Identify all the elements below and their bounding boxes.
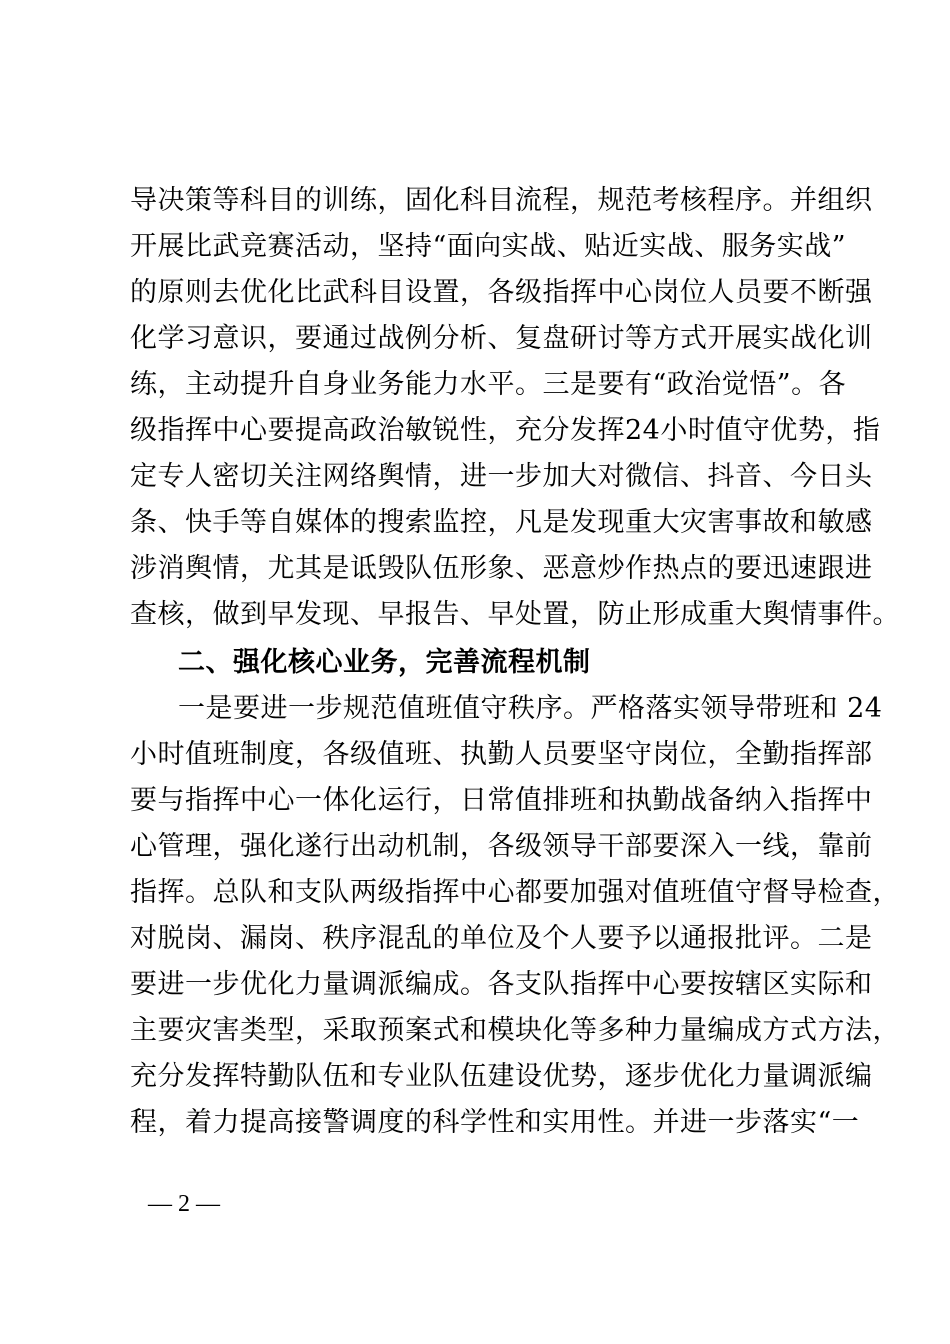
paragraph-line: 指挥。总队和支队两级指挥中心都要加强对值班值守督导检查， (130, 877, 900, 908)
paragraph-line: 条、快手等自媒体的搜索监控，凡是发现重大灾害事故和敏感 (130, 507, 873, 538)
paragraph-line: 涉消舆情，尤其是诋毁队伍形象、恶意炒作热点的要迅速跟进 (130, 553, 873, 584)
section-heading: 二、强化核心业务，完善流程机制 (178, 647, 591, 678)
paragraph-line: 的原则去优化比武科目设置，各级指挥中心岗位人员要不断强 (130, 277, 873, 308)
paragraph-line: 化学习意识，要通过战例分析、复盘研讨等方式开展实战化训 (130, 323, 873, 354)
paragraph-line: 级指挥中心要提高政治敏锐性，充分发挥24小时值守优势，指 (130, 415, 881, 446)
paragraph-line: 要与指挥中心一体化运行，日常值排班和执勤战备纳入指挥中 (130, 785, 873, 816)
paragraph-line: 开展比武竞赛活动，坚持“面向实战、贴近实战、服务实战” (130, 231, 847, 262)
paragraph-line: 程，着力提高接警调度的科学性和实用性。并进一步落实“一 (130, 1107, 860, 1138)
paragraph-line: 主要灾害类型，采取预案式和模块化等多种力量编成方式方法， (130, 1015, 900, 1046)
paragraph-line: 查核，做到早发现、早报告、早处置，防止形成重大舆情事件。 (130, 599, 900, 630)
paragraph-line: 小时值班制度，各级值班、执勤人员要坚守岗位，全勤指挥部 (130, 739, 873, 770)
paragraph-line: 练，主动提升自身业务能力水平。三是要有“政治觉悟”。各 (130, 369, 847, 400)
paragraph-line: 导决策等科目的训练，固化科目流程，规范考核程序。并组织 (130, 185, 873, 216)
page-number: — 2 — (148, 1191, 220, 1217)
paragraph-line: 心管理，强化遂行出动机制，各级领导干部要深入一线，靠前 (130, 831, 873, 862)
paragraph-line: 充分发挥特勤队伍和专业队伍建设优势，逐步优化力量调派编 (130, 1061, 873, 1092)
paragraph-line: 要进一步优化力量调派编成。各支队指挥中心要按辖区实际和 (130, 969, 873, 1000)
paragraph-line: 定专人密切关注网络舆情，进一步加大对微信、抖音、今日头 (130, 461, 873, 492)
paragraph-line: 对脱岗、漏岗、秩序混乱的单位及个人要予以通报批评。二是 (130, 923, 873, 954)
paragraph-line: 一是要进一步规范值班值守秩序。严格落实领导带班和 24 (178, 693, 883, 724)
